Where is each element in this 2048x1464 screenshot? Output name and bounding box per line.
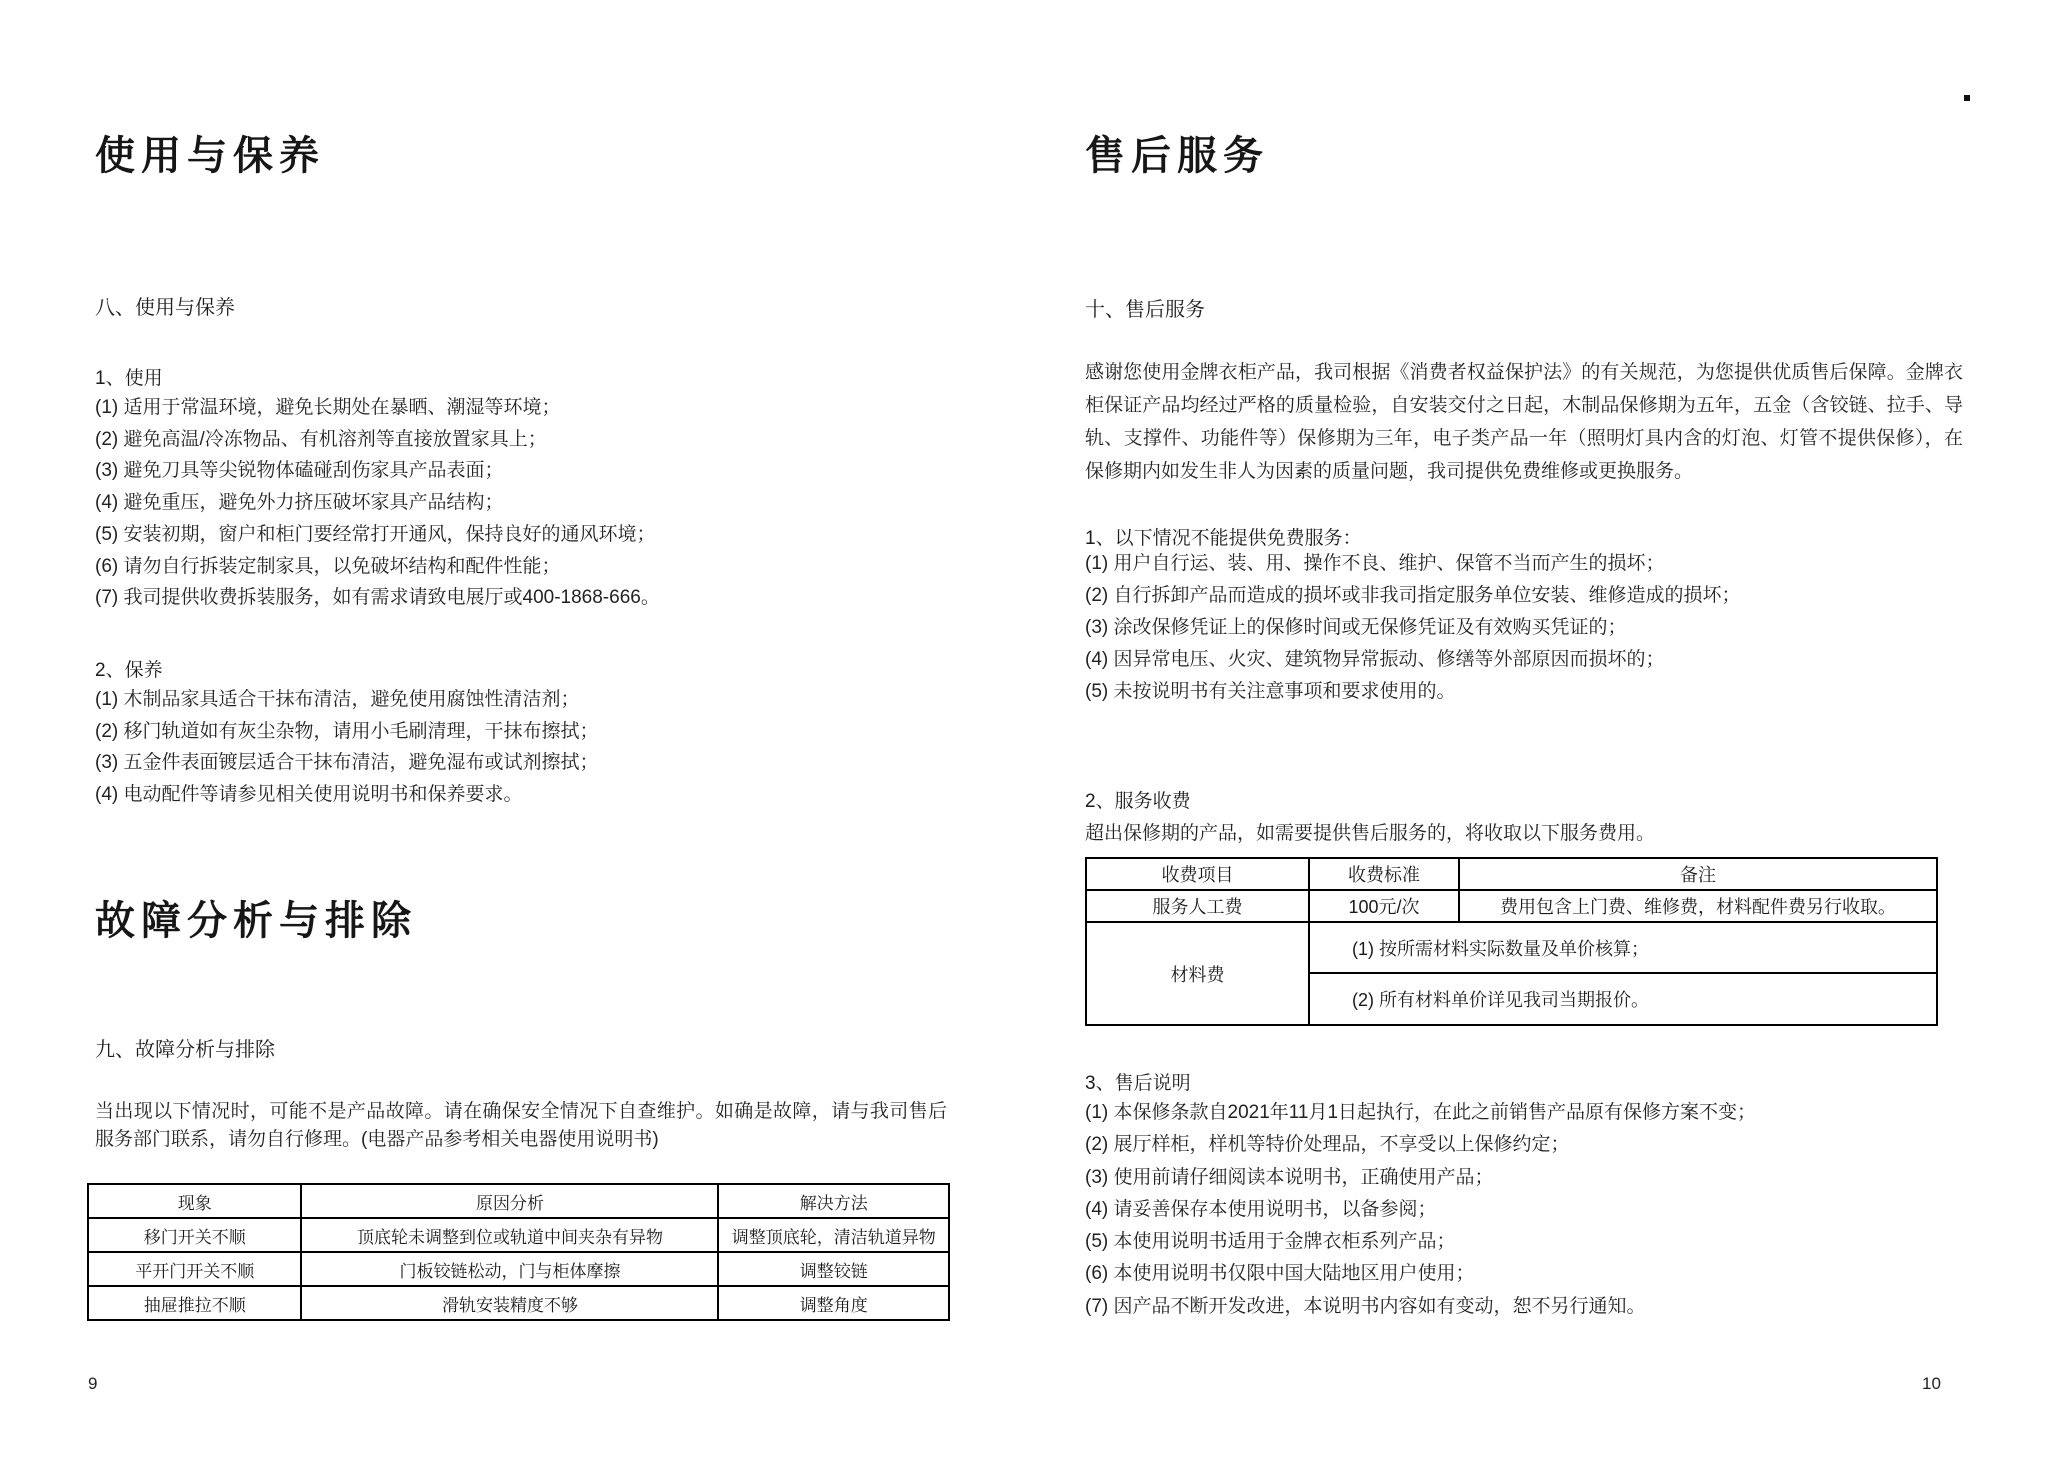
list-item: (3) 避免刀具等尖锐物体磕碰刮伤家具产品表面； xyxy=(95,460,504,482)
list-item: (5) 本使用说明书适用于金牌衣柜系列产品； xyxy=(1085,1231,1456,1253)
use-subheading: 1、使用 xyxy=(95,368,163,389)
list-item: (1) 木制品家具适合干抹布清洁，避免使用腐蚀性清洁剂； xyxy=(95,689,580,710)
header-cell: 原因分析 xyxy=(301,1184,718,1218)
fault-intro-paragraph: 当出现以下情况时，可能不是产品故障。请在确保安全情况下自查维护。如确是故障，请与我司售后服务部门联系，请勿自行修理。(电器产品参考相关电器使用说明书) xyxy=(95,1101,947,1150)
header-cell: 收费标准 xyxy=(1309,858,1459,890)
table-cell: 平开门开关不顺 xyxy=(88,1252,301,1286)
list-item: (4) 避免重压，避免外力挤压破坏家具产品结构； xyxy=(95,492,504,514)
notes-list xyxy=(1085,1097,1963,1323)
fault-table xyxy=(87,1183,950,1321)
list-item: (6) 本使用说明书仅限中国大陆地区用户使用； xyxy=(1085,1263,1475,1285)
page-number-right: 10 xyxy=(1922,1374,1941,1393)
fees-intro-line: 超出保修期的产品，如需要提供售后服务的，将收取以下服务费用。 xyxy=(1085,823,1656,844)
page-title-fault-analysis: 故障分析与排除 xyxy=(95,899,417,943)
table-cell: (2) 所有材料单价详见我司当期报价。 xyxy=(1309,973,1937,1025)
table-cell: 移门开关不顺 xyxy=(88,1218,301,1252)
notes-subheading: 3、售后说明 xyxy=(1085,1073,1191,1094)
page-number-left: 9 xyxy=(88,1374,98,1393)
list-item: (1) 适用于常温环境，避免长期处在暴晒、潮湿等环境； xyxy=(95,397,561,418)
list-item: (1) 用户自行运、装、用、操作不良、维护、保管不当而产生的损坏； xyxy=(1085,553,1665,574)
free-service-subheading: 1、以下情况不能提供免费服务： xyxy=(1085,528,1362,549)
list-item: (3) 五金件表面镀层适合干抹布清洁，避免湿布或试剂擦拭； xyxy=(95,752,599,774)
list-item: (7) 因产品不断开发改进，本说明书内容如有变动，恕不另行通知。 xyxy=(1085,1295,1646,1317)
section-heading-10: 十、售后服务 xyxy=(1085,299,1205,321)
care-item-list xyxy=(95,684,963,811)
table-cell: 门板铰链松动，门与柜体摩擦 xyxy=(301,1252,718,1286)
header-cell: 现象 xyxy=(88,1184,301,1218)
free-service-list xyxy=(1085,548,1963,708)
fees-subheading: 2、服务收费 xyxy=(1085,791,1191,812)
list-item: (3) 涂改保修凭证上的保修时间或无保修凭证及有效购买凭证的； xyxy=(1085,617,1627,638)
list-item: (2) 移门轨道如有灰尘杂物，请用小毛刷清理，干抹布擦拭； xyxy=(95,720,599,742)
list-item: (4) 请妥善保存本使用说明书，以备参阅； xyxy=(1085,1198,1437,1220)
table-row xyxy=(1086,890,1937,922)
table-row xyxy=(88,1218,949,1252)
table-header-row xyxy=(1086,858,1937,890)
table-cell: 调整角度 xyxy=(718,1286,949,1320)
speck-dot xyxy=(1964,95,1970,101)
header-cell: 收费项目 xyxy=(1086,858,1309,890)
list-item: (4) 电动配件等请参见相关使用说明书和保养要求。 xyxy=(95,784,523,806)
list-item: (4) 因异常电压、火灾、建筑物异常振动、修缮等外部原因而损坏的； xyxy=(1085,649,1665,670)
table-cell: 调整铰链 xyxy=(718,1252,949,1286)
table-cell: 100元/次 xyxy=(1309,890,1459,922)
table-cell: 顶底轮未调整到位或轨道中间夹杂有异物 xyxy=(301,1218,718,1252)
section-heading-8: 八、使用与保养 xyxy=(95,297,235,319)
header-cell: 备注 xyxy=(1459,858,1937,890)
list-item: (1) 本保修条款自2021年11月1日起执行，在此之前销售产品原有保修方案不变； xyxy=(1085,1102,1757,1123)
table-row xyxy=(88,1286,949,1320)
service-intro-paragraph: 感谢您使用金牌衣柜产品，我司根据《消费者权益保护法》的有关规范，为您提供优质售后保障。金牌衣柜保证产品均经过严格的质量检验，自安装交付之日起，木制品保修期为五年，五金（含铰链、拉手、导轨、支撑件、功能件等）保修期为三年，电子类产品一年（照明灯具内含的灯泡、灯管不提供保修），在保修期内如发生非人为因素的质量问题，我司提供免费维修或更换服务。 xyxy=(1085,362,1963,482)
list-item: (2) 展厅样柜，样机等特价处理品，不享受以上保修约定； xyxy=(1085,1134,1570,1156)
section-heading-9: 九、故障分析与排除 xyxy=(95,1039,275,1061)
table-row xyxy=(88,1252,949,1286)
list-item: (5) 安装初期，窗户和柜门要经常打开通风，保持良好的通风环境； xyxy=(95,523,656,545)
table-cell: 费用包含上门费、维修费，材料配件费另行收取。 xyxy=(1459,890,1937,922)
header-cell: 解决方法 xyxy=(718,1184,949,1218)
list-item: (7) 我司提供收费拆装服务，如有需求请致电展厅或400-1868-666。 xyxy=(95,587,660,609)
list-item: (3) 使用前请仔细阅读本说明书，正确使用产品； xyxy=(1085,1166,1494,1188)
table-header-row xyxy=(88,1184,949,1218)
care-subheading: 2、保养 xyxy=(95,660,163,681)
table-cell: 抽屉推拉不顺 xyxy=(88,1286,301,1320)
table-cell: 服务人工费 xyxy=(1086,890,1309,922)
table-cell: 滑轨安装精度不够 xyxy=(301,1286,718,1320)
page-title-after-sales: 售后服务 xyxy=(1085,134,1269,178)
table-row xyxy=(1086,922,1937,973)
list-item: (5) 未按说明书有关注意事项和要求使用的。 xyxy=(1085,681,1456,702)
table-cell: 材料费 xyxy=(1086,922,1309,1025)
list-item: (2) 避免高温/冷冻物品、有机溶剂等直接放置家具上； xyxy=(95,428,547,450)
list-item: (6) 请勿自行拆装定制家具，以免破坏结构和配件性能； xyxy=(95,555,561,577)
fees-table xyxy=(1085,857,1938,1026)
page-title-use-and-care: 使用与保养 xyxy=(95,134,325,178)
list-item: (2) 自行拆卸产品而造成的损坏或非我司指定服务单位安装、维修造成的损坏； xyxy=(1085,585,1741,606)
table-cell: 调整顶底轮，清洁轨道异物 xyxy=(718,1218,949,1252)
use-item-list xyxy=(95,392,963,614)
table-cell: (1) 按所需材料实际数量及单价核算； xyxy=(1309,922,1937,973)
